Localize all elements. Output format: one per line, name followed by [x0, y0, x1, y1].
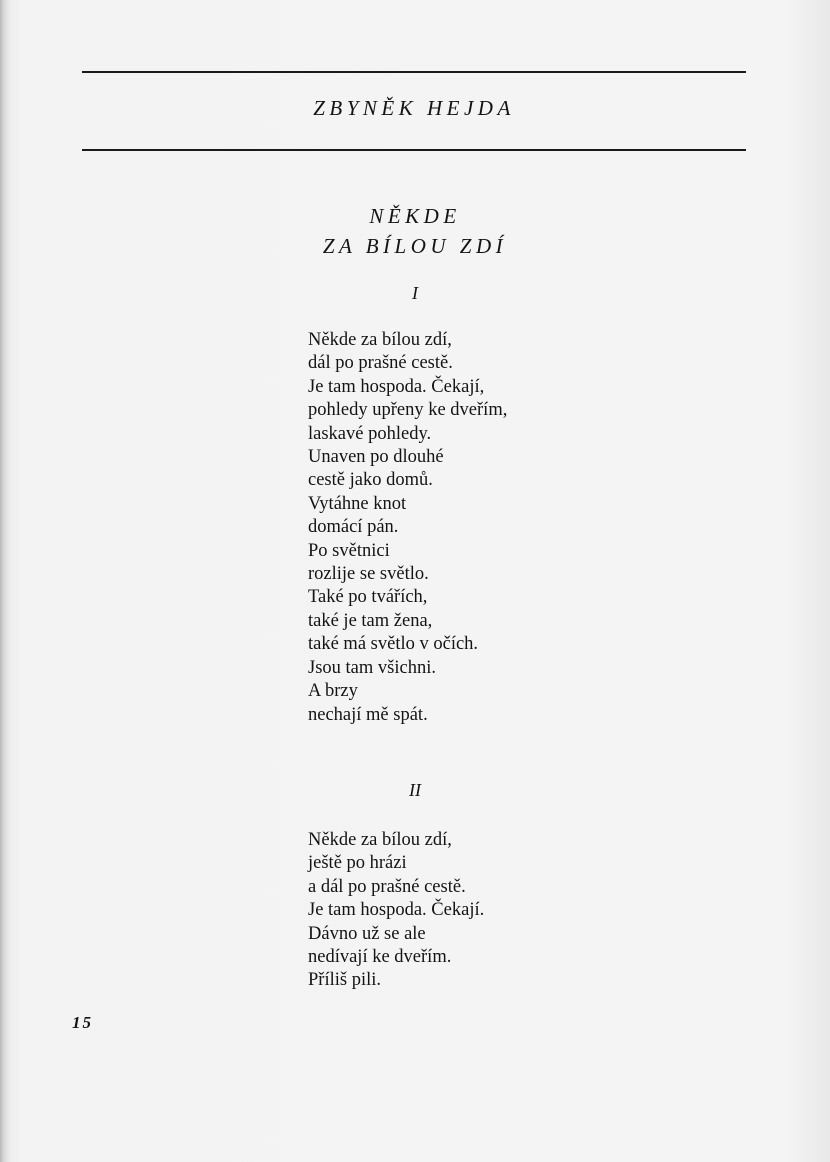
verse-line: také má světlo v očích.: [308, 634, 479, 655]
verse-line: Je tam hospoda. Čekají.: [308, 900, 485, 921]
stanza-2: [308, 829, 484, 993]
verse-line: Je tam hospoda. Čekají,: [308, 376, 485, 397]
author-name: ZBYNĚK HEJDA: [313, 96, 515, 120]
verse-line: Také po tvářích,: [308, 587, 428, 608]
verse-line: laskavé pohledy.: [308, 423, 432, 444]
verse-line: nechají mě spát.: [308, 704, 428, 725]
verse-line: Jsou tam všichni.: [308, 657, 436, 678]
part-numeral-1: I: [412, 283, 418, 303]
page-number: 15: [72, 1013, 93, 1032]
stanza-1: [308, 329, 507, 727]
verse-line: Dávno už se ale: [308, 923, 426, 944]
verse-line: Někde za bílou zdí,: [308, 830, 452, 850]
verse-line: dál po prašné cestě.: [308, 353, 453, 374]
verse-line: nedívají ke dveřím.: [308, 947, 452, 968]
verse-line: Po světnici: [308, 540, 390, 561]
verse-line: a dál po prašné cestě.: [308, 876, 466, 897]
verse-line: také je tam žena,: [308, 610, 433, 631]
header-bottom-rule: [82, 149, 746, 151]
part-numeral-2: II: [409, 780, 421, 800]
verse-line: cestě jako domů.: [308, 470, 433, 491]
verse-line: domácí pán.: [308, 517, 399, 538]
poem-title-line-2: ZA BÍLOU ZDÍ: [322, 234, 508, 258]
poem-title-line-1: NĚKDE: [369, 204, 461, 228]
verse-line: Někde za bílou zdí,: [308, 330, 452, 350]
top-rule: [82, 71, 746, 73]
verse-line: Vytáhne knot: [308, 493, 407, 514]
verse-line: rozlije se světlo.: [308, 564, 429, 585]
verse-line: ještě po hrázi: [308, 853, 407, 874]
verse-line: Unaven po dlouhé: [308, 447, 444, 468]
verse-line: A brzy: [308, 681, 358, 702]
verse-line: Příliš pili.: [308, 970, 381, 991]
verse-line: pohledy upřeny ke dveřím,: [308, 400, 508, 421]
